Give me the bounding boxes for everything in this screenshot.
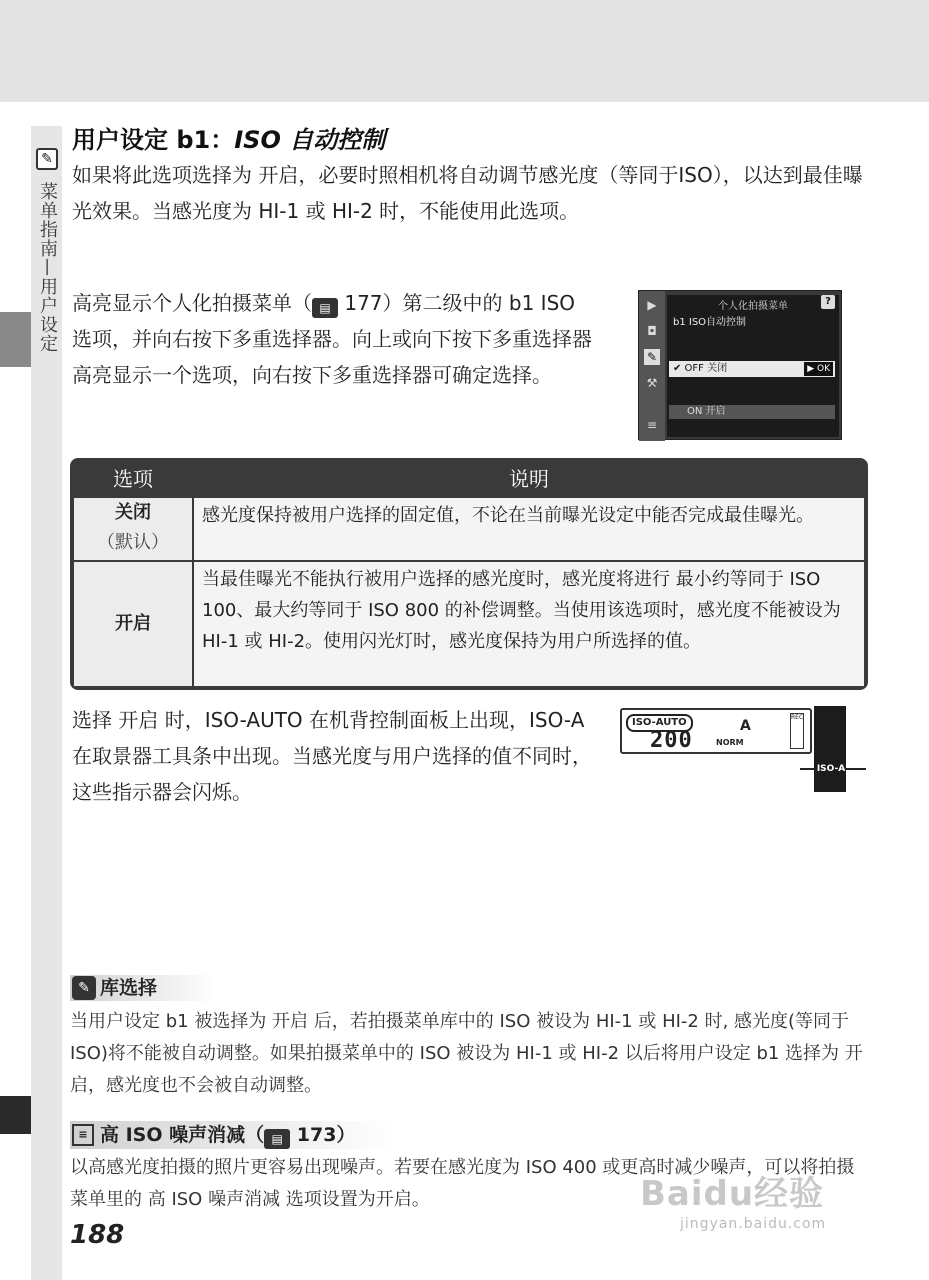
top-banner <box>0 0 929 102</box>
lcd-number: 200 <box>650 728 693 753</box>
indicator-paragraph: 选择 开启 时，ISO-AUTO 在机背控制面板上出现，ISO-A 在取景器工具条中出现。当感光度与用户选择的值不同时，这些指示器会闪烁。 <box>72 708 592 804</box>
section-title <box>72 120 385 155</box>
instruction-paragraph <box>72 285 592 393</box>
table-row-on-description: 当最佳曝光不能执行被用户选择的感光度时，感光度将进行 最小约等同于 ISO 100、最大约等同于 ISO 800 的补偿调整。当使用该选项时，感光度不能被设为 HI-1 或 HI-2。使用闪光灯时，感光度保持为用户所选择的值。 <box>194 562 864 686</box>
note-title-bank <box>70 975 217 1001</box>
intro-paragraph: 如果将此选项选择为 开启，必要时照相机将自动调节感光度（等同于ISO），以达到最佳曝光效果。当感光度为 HI-1 或 HI-2 时，不能使用此选项。 <box>72 163 863 223</box>
pencil-note-icon: ✎ <box>72 976 96 1000</box>
section-title-italic: ISO 自动控制 <box>234 126 386 154</box>
viewfinder-illustration <box>814 706 846 792</box>
side-dark-marker <box>0 1096 31 1134</box>
book-icon: ▤ <box>312 298 338 318</box>
watermark-brand: Baidu经验 <box>640 1174 825 1214</box>
instruction-page-ref: 177 <box>344 291 383 315</box>
wrench-icon: ⚒ <box>646 376 658 390</box>
menu-list-icon: ≡ <box>646 418 658 432</box>
viewfinder-iso-indicator: ISO-A <box>816 764 846 774</box>
option-default-note: （默认） <box>97 532 169 553</box>
control-panel-illustration <box>620 708 812 754</box>
camera-menu-item: b1 ISO自动控制 <box>673 317 747 328</box>
option-off-label: 关闭 <box>115 502 151 523</box>
section-title-prefix: 用户设定 b1： <box>72 126 235 154</box>
table-row-on-option: 开启 <box>74 562 192 686</box>
note-title-noise-text: 高 ISO 噪声消减（ <box>100 1124 265 1146</box>
camera-icon: ◘ <box>647 324 657 338</box>
lcd-rec: REC <box>790 713 804 749</box>
help-icon: ? <box>821 295 835 309</box>
page-number: 188 <box>70 1220 125 1250</box>
camera-menu-sidebar <box>639 291 665 441</box>
ok-indicator: ▶ OK <box>804 362 833 376</box>
options-table <box>70 458 868 690</box>
camera-menu-screen <box>638 290 842 440</box>
camera-option-off <box>669 361 835 377</box>
book-icon: ▤ <box>264 1129 290 1149</box>
watermark-url: jingyan.baidu.com <box>680 1216 827 1232</box>
camera-menu-panel <box>667 295 839 437</box>
instruction-text-a: 高亮显示个人化拍摄菜单（ <box>72 291 312 315</box>
note-title-noise-end: ） <box>336 1124 356 1146</box>
camera-menu-title: 个人化拍摄菜单 <box>718 301 788 312</box>
pencil-icon: ✎ <box>644 349 660 365</box>
note-title-noise-page: 173 <box>296 1124 337 1146</box>
menu-note-icon: ≡ <box>72 1124 94 1146</box>
note-body-bank: 当用户设定 b1 被选择为 开启 后，若拍摄菜单库中的 ISO 被设为 HI-1 或 HI-2 时, 感光度(等同于 ISO)将不能被自动调整。如果拍摄菜单中的 ISO 被设为 HI-1 或 HI-2 以后将用户设定 b1 选择为 开启，感光度也不会被自动调整。 <box>70 1011 863 1096</box>
iso-auto-indicator: ISO-AUTO <box>626 714 693 732</box>
lcd-mode: A <box>740 718 751 734</box>
side-tab-marker <box>0 312 31 367</box>
table-header-option: 选项 <box>74 462 192 496</box>
note-title-noise <box>70 1121 395 1149</box>
lcd-quality: NORM <box>716 738 744 747</box>
pencil-icon: ✎ <box>36 148 58 170</box>
table-row-off-option <box>74 498 192 560</box>
note-body-noise: 以高感光度拍摄的照片更容易出现噪声。若要在感光度为 ISO 400 或更高时减少噪声，可以将拍摄菜单里的 高 ISO 噪声消减 选项设置为开启。 <box>70 1157 855 1210</box>
playback-icon: ▶ <box>647 298 657 312</box>
instruction-text-b: ）第二级中的 b1 ISO 选项，并向右按下多重选择器。向上或向下按下多重选择器高亮显示一个选项，向右按下多重选择器可确定选择。 <box>72 291 592 387</box>
table-row-off-description: 感光度保持被用户选择的固定值，不论在当前曝光设定中能否完成最佳曝光。 <box>194 498 864 560</box>
camera-option-on: ON 开启 <box>669 405 835 419</box>
table-header-description: 说明 <box>194 462 864 496</box>
note-title-bank-text: 库选择 <box>100 977 158 999</box>
side-label: 菜单指南—用户设定 <box>37 182 58 353</box>
camera-option-off-label: ✔ OFF 关闭 <box>673 363 728 374</box>
